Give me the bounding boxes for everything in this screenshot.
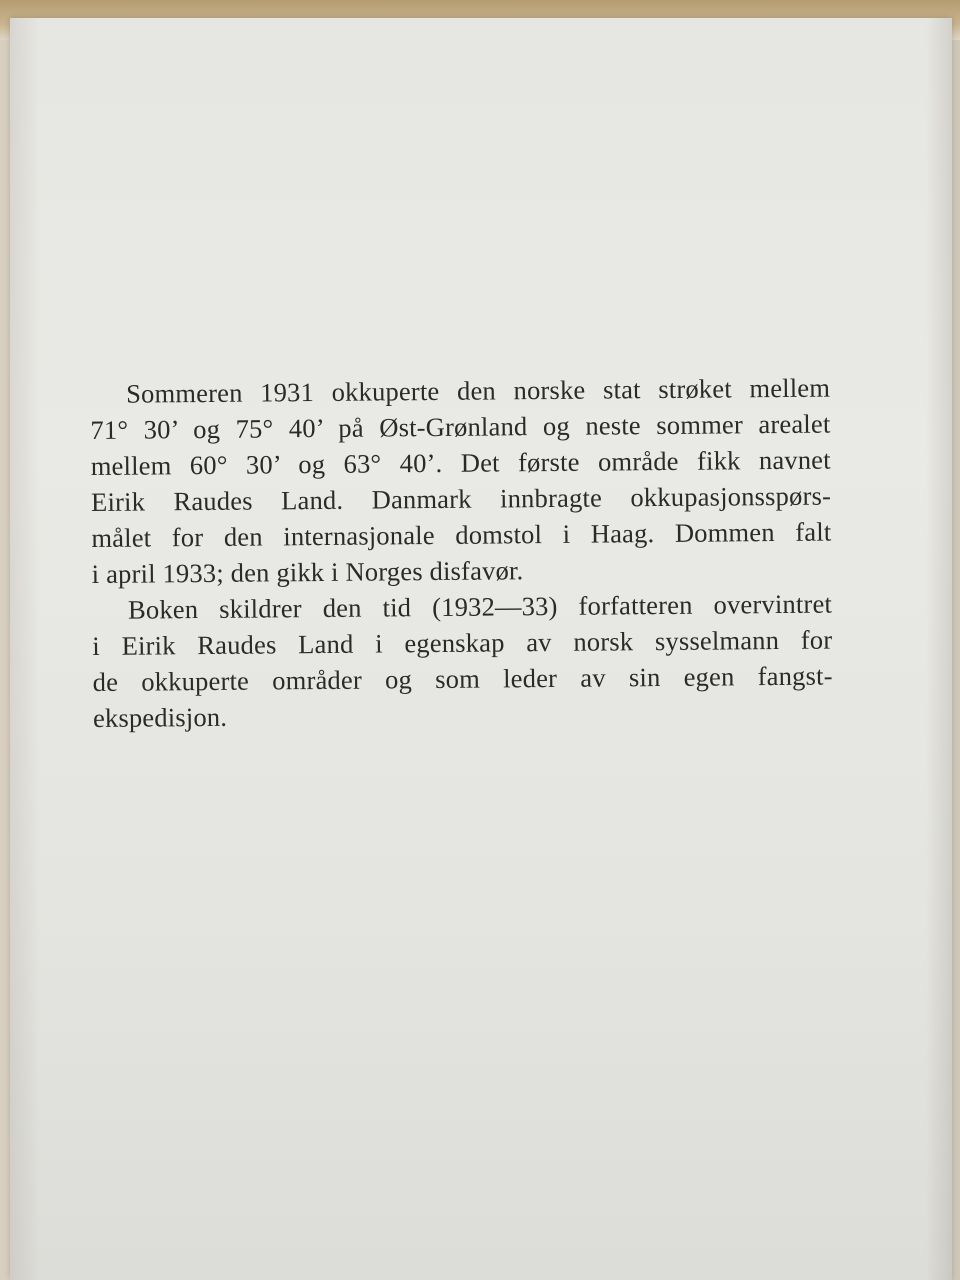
text-line: i april 1933; den gikk i Norges disfavør.	[91, 555, 524, 589]
text-line: mellem 60° 30’ og 63° 40’. Det første område fikk navnet	[90, 444, 831, 481]
text-line: de okkuperte områder og som leder av sin egen fangst-	[92, 660, 833, 697]
text-line: Sommeren 1931 okkuperte den norske stat strøket mellem	[126, 372, 831, 409]
text-line: 71° 30’ og 75° 40’ på Øst-Grønland og neste sommer arealet	[90, 408, 831, 445]
book-page	[10, 18, 952, 1280]
description-text	[90, 370, 833, 736]
text-line: Boken skildrer den tid (1932—33) forfatteren overvintret	[127, 588, 833, 625]
text-line: i Eirik Raudes Land i egenskap av norsk sysselmann for	[92, 624, 833, 661]
text-line: målet for den internasjonale domstol i Haag. Dommen falt	[91, 516, 832, 553]
text-line: Eirik Raudes Land. Danmark innbragte okkupasjonsspørs-	[90, 480, 832, 517]
text-line: ekspedisjon.	[92, 701, 228, 733]
